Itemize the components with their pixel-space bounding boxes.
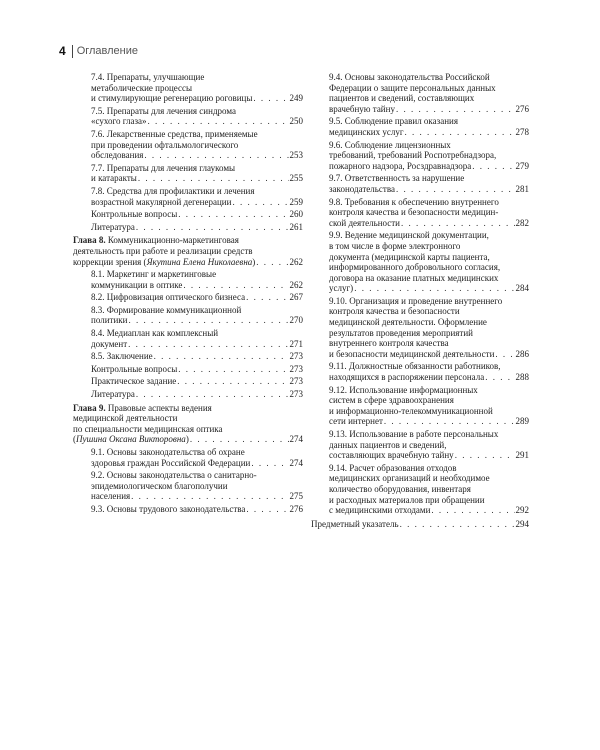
toc-entry-title: ской деятельности	[329, 217, 400, 228]
toc-dot-leader	[455, 450, 515, 461]
toc-dot-leader	[396, 104, 515, 115]
toc-entry-line: медицинской деятельности. Оформление	[329, 317, 487, 328]
toc-dot-leader	[354, 283, 514, 294]
toc-dot-leader	[138, 173, 289, 184]
toc-entry[interactable]	[73, 376, 303, 387]
toc-entry-last-line	[91, 116, 303, 127]
toc-page-number: 271	[289, 338, 303, 349]
chapter-title-line: Глава 8. Коммуникационно-маркетинговая	[73, 235, 239, 246]
toc-entry-last-line	[329, 416, 529, 427]
toc-entry-line: информированного добровольного согласия,	[329, 262, 501, 273]
toc-page-number: 278	[515, 126, 529, 137]
toc-dot-leader	[246, 292, 288, 303]
toc-entry-line: Федерации о защите персональных данных	[329, 82, 496, 93]
toc-entry-last-line	[73, 257, 303, 268]
toc-page-number: 273	[289, 351, 303, 362]
toc-dot-leader	[136, 389, 289, 400]
toc-entry-line: при проведении офтальмологического	[91, 139, 239, 150]
toc-entry-last-line	[91, 458, 303, 469]
toc-entry[interactable]	[311, 140, 529, 172]
toc-entry-line: 9.7. Ответственность за нарушение	[329, 173, 465, 184]
toc-entry-last-line	[329, 161, 529, 172]
toc-entry-title: и катаракты	[91, 173, 137, 184]
toc-entry-title: Предметный указатель	[311, 518, 399, 529]
toc-entry-last-line	[329, 349, 529, 360]
toc-entry-line: 9.1. Основы законодательства об охране	[91, 447, 245, 457]
toc-entry[interactable]	[311, 519, 529, 530]
toc-entry-last-line	[91, 491, 303, 502]
toc-entry-title: медицинских услуг	[329, 126, 404, 137]
toc-entry-line: и расходных материалов при обращении	[329, 494, 485, 505]
toc-page-number: 292	[515, 505, 529, 516]
toc-entry[interactable]	[73, 72, 303, 104]
toc-page-number: 273	[289, 363, 303, 374]
chapter-label: Глава 8.	[73, 235, 106, 246]
toc-entry-title: 9.3. Основы трудового законодательства	[91, 503, 246, 514]
toc-dot-leader	[384, 416, 515, 427]
toc-entry[interactable]	[311, 463, 529, 516]
toc-entry-title: (Пушина Оксана Викторовна)	[73, 434, 189, 445]
toc-entry-line: 9.13. Использование в работе персональных	[329, 429, 499, 439]
toc-right-column	[311, 72, 529, 531]
toc-page-number: 281	[515, 183, 529, 194]
toc-entry[interactable]	[73, 269, 303, 290]
toc-entry-line: 7.7. Препараты для лечения глаукомы	[91, 162, 236, 173]
toc-entry-line: 9.9. Ведение медицинской документации,	[329, 230, 489, 241]
toc-page-number: 275	[289, 491, 303, 502]
toc-entry-title: сети интернет	[329, 416, 383, 427]
toc-entry-last-line	[91, 209, 303, 220]
toc-entry[interactable]	[311, 173, 529, 194]
toc-dot-leader	[136, 222, 289, 233]
toc-entry[interactable]	[73, 186, 303, 207]
toc-page-number: 273	[289, 389, 303, 400]
chapter-title-line: Глава 9. Правовые аспекты ведения	[73, 402, 212, 413]
toc-entry-title: врачебную тайну	[329, 103, 395, 114]
toc-entry-title: и безопасности медицинской деятельности	[329, 348, 495, 359]
toc-entry[interactable]	[311, 429, 529, 461]
toc-entry[interactable]	[311, 385, 529, 427]
toc-entry-title: с медицинскими отходами	[329, 505, 431, 516]
toc-dot-leader	[431, 505, 514, 516]
toc-entry-line: документа (медицинской карты пациента,	[329, 251, 490, 262]
toc-entry-last-line	[91, 339, 303, 350]
toc-entry-title: пожарного надзора, Росздравнадзора	[329, 160, 472, 171]
chapter-author: Якутина Елена Николаевна	[146, 256, 253, 267]
toc-entry[interactable]	[73, 504, 303, 515]
toc-page-number: 255	[289, 173, 303, 184]
toc-entry-title: и стимулирующие регенерацию роговицы	[91, 93, 253, 104]
toc-entry-title: Контрольные вопросы	[91, 209, 178, 220]
toc-entry-last-line	[91, 504, 303, 515]
toc-dot-leader	[177, 376, 288, 387]
toc-dot-leader	[128, 339, 288, 350]
toc-entry[interactable]	[73, 447, 303, 468]
toc-dot-leader	[256, 257, 288, 268]
toc-dot-leader	[485, 372, 514, 383]
toc-dot-leader	[246, 504, 288, 515]
toc-entry-last-line	[329, 505, 529, 516]
toc-entry[interactable]	[73, 106, 303, 127]
toc-entry[interactable]	[73, 305, 303, 326]
toc-left-column	[73, 72, 303, 517]
toc-entry-title: услуг)	[329, 283, 354, 294]
toc-entry-last-line	[329, 127, 529, 138]
toc-dot-leader	[131, 491, 288, 502]
toc-entry-last-line	[91, 173, 303, 184]
toc-entry-last-line	[311, 519, 529, 530]
toc-dot-leader	[251, 458, 288, 469]
toc-entry-title: Практическое задание	[91, 376, 177, 387]
toc-page-number: 291	[515, 450, 529, 461]
toc-dot-leader	[128, 315, 288, 326]
toc-entry-line: 9.12. Использование информационных	[329, 384, 478, 395]
toc-entry-line: 9.14. Расчет образования отходов	[329, 462, 457, 473]
toc-entry-title: населения	[91, 491, 131, 502]
toc-entry-line: данных пациентов и сведений,	[329, 439, 447, 450]
toc-entry-line: 8.3. Формирование коммуникационной	[91, 304, 242, 315]
toc-entry-title: обследования	[91, 150, 144, 161]
toc-page-number: 294	[515, 518, 529, 529]
toc-entry-last-line	[329, 184, 529, 195]
toc-entry-title: документ	[91, 338, 128, 349]
toc-entry-line: в том числе в форме электронного	[329, 240, 461, 251]
toc-entry-line: медицинских организаций и необходимое	[329, 473, 490, 484]
toc-dot-leader	[253, 93, 288, 104]
toc-entry-line: контроля качества и безопасности	[329, 306, 460, 317]
toc-entry-last-line	[91, 93, 303, 104]
toc-entry[interactable]	[311, 230, 529, 294]
toc-entry[interactable]	[73, 389, 303, 400]
toc-entry-line: 9.10. Организация и проведение внутреннего	[329, 295, 503, 306]
toc-entry-last-line	[91, 197, 303, 208]
chapter-title-line: медицинской деятельности	[73, 413, 178, 424]
toc-dot-leader	[183, 280, 288, 291]
toc-entry[interactable]	[73, 328, 303, 349]
toc-entry-line: 9.6. Соблюдение лицензионных	[329, 139, 451, 150]
toc-entry-line: количество оборудования, инвентаря	[329, 483, 471, 494]
toc-entry-line: 7.6. Лекарственные средства, применяемые	[91, 128, 258, 139]
toc-entry-last-line	[91, 222, 303, 233]
toc-page-number: 274	[289, 434, 303, 445]
toc-entry-line: результатов проведения мероприятий	[329, 327, 473, 338]
header-divider	[72, 45, 73, 58]
toc-page-number: 273	[289, 376, 303, 387]
toc-entry-title: «сухого глаза»	[91, 116, 147, 127]
toc-entry[interactable]	[73, 292, 303, 303]
toc-entry[interactable]	[73, 222, 303, 233]
toc-entry-last-line	[91, 364, 303, 375]
toc-entry-last-line	[329, 218, 529, 229]
toc-entry[interactable]	[311, 197, 529, 229]
chapter-9-heading[interactable]	[73, 403, 303, 445]
toc-entry-title: 8.2. Цифровизация оптического бизнеса	[91, 292, 246, 303]
toc-entry-line: требований, требований Роспотребнадзора,	[329, 150, 497, 161]
toc-entry-line: 7.8. Средства для профилактики и лечения	[91, 185, 255, 196]
toc-entry-line: 9.5. Соблюдение правил оказания	[329, 116, 458, 127]
toc-entry-title: 8.5. Заключение	[91, 351, 153, 362]
toc-entry-title: здоровья граждан Российской Федерации	[91, 457, 251, 468]
toc-entry[interactable]	[73, 364, 303, 375]
toc-entry-title: возрастной макулярной дегенерации	[91, 196, 232, 207]
chapter-author: Пушина Оксана Викторовна	[76, 434, 186, 445]
toc-entry[interactable]	[311, 296, 529, 360]
toc-entry-title: Литература	[91, 221, 135, 232]
toc-entry[interactable]	[73, 129, 303, 161]
toc-entry-last-line	[73, 434, 303, 445]
toc-page-number: 276	[289, 503, 303, 514]
toc-dot-leader	[178, 209, 288, 220]
toc-page-number: 262	[289, 279, 303, 290]
toc-entry-line: 8.1. Маркетинг и маркетинговые	[91, 269, 217, 280]
toc-page-number: 286	[515, 348, 529, 359]
toc-entry[interactable]	[73, 470, 303, 502]
toc-dot-leader	[401, 218, 515, 229]
toc-entry[interactable]	[311, 361, 529, 382]
toc-entry-title: находящихся в распоряжении персонала	[329, 372, 485, 383]
toc-entry-line: 9.8. Требования к обеспечению внутреннего	[329, 196, 499, 207]
toc-entry-last-line	[329, 283, 529, 294]
toc-entry-line: эпидемиологическом благополучии	[91, 480, 228, 491]
page-number: 4	[59, 44, 66, 58]
toc-dot-leader	[154, 351, 289, 362]
toc-entry[interactable]	[311, 116, 529, 137]
toc-entry[interactable]	[73, 351, 303, 362]
toc-page-number: 253	[289, 150, 303, 161]
toc-entry-line: метаболические процессы	[91, 82, 193, 93]
toc-entry-line: договора на оказание платных медицинских	[329, 272, 499, 283]
toc-page-number: 270	[289, 315, 303, 326]
toc-entry-last-line	[329, 104, 529, 115]
toc-entry-title: Литература	[91, 389, 135, 400]
toc-entry[interactable]	[73, 209, 303, 220]
toc-entry-title: коммуникации в оптике	[91, 279, 183, 290]
toc-page-number: 249	[289, 93, 303, 104]
toc-entry-line: 7.4. Препараты, улучшающие	[91, 72, 205, 82]
toc-dot-leader	[190, 434, 289, 445]
toc-entry-last-line	[91, 150, 303, 161]
toc-dot-leader	[178, 364, 288, 375]
toc-dot-leader	[232, 197, 288, 208]
toc-entry-line: 9.11. Должностные обязанности работников,	[329, 361, 501, 372]
toc-dot-leader	[495, 349, 514, 360]
toc-entry-line: пациентов и сведений, составляющих	[329, 93, 475, 104]
toc-entry-line: и информационно-телекоммуникационной	[329, 405, 493, 416]
toc-entry-line: 9.4. Основы законодательства Российской	[329, 72, 490, 82]
toc-dot-leader	[144, 150, 288, 161]
toc-entry-last-line	[91, 376, 303, 387]
section-title: Оглавление	[76, 45, 139, 57]
toc-page-number: 276	[515, 103, 529, 114]
toc-page-number: 259	[289, 196, 303, 207]
toc-page-number: 262	[289, 256, 303, 267]
toc-entry[interactable]	[311, 72, 529, 114]
page-header	[59, 43, 138, 59]
toc-entry-title: составляющих врачебную тайну	[329, 450, 454, 461]
toc-entry-title: законодательства	[329, 183, 395, 194]
toc-entry-last-line	[91, 351, 303, 362]
toc-entry-title: Контрольные вопросы	[91, 363, 178, 374]
toc-page-number: 289	[515, 416, 529, 427]
toc-entry-last-line	[329, 372, 529, 383]
toc-page-number: 282	[515, 217, 529, 228]
toc-page-number: 279	[515, 160, 529, 171]
toc-dot-leader	[405, 127, 515, 138]
toc-dot-leader	[472, 161, 514, 172]
toc-entry-last-line	[91, 315, 303, 326]
toc-entry-last-line	[91, 292, 303, 303]
chapter-title-line: по специальности медицинская оптика	[73, 423, 223, 434]
toc-entry-last-line	[329, 450, 529, 461]
chapter-label: Глава 9.	[73, 402, 106, 413]
toc-entry-line: внутреннего контроля качества	[329, 338, 449, 349]
toc-page-number: 267	[289, 292, 303, 303]
toc-entry-line: 9.2. Основы законодательства о санитарно-	[91, 470, 257, 481]
toc-dot-leader	[148, 116, 289, 127]
chapter-8-heading[interactable]	[73, 235, 303, 267]
toc-page-number: 288	[515, 372, 529, 383]
toc-entry-title: коррекции зрения (Якутина Елена Николаевна)	[73, 256, 256, 267]
toc-entry-line: контроля качества и безопасности медицин-	[329, 207, 499, 218]
toc-entry-last-line	[91, 280, 303, 291]
chapter-title-line: деятельность при работе и реализации средств	[73, 245, 253, 256]
toc-page-number: 261	[289, 221, 303, 232]
toc-dot-leader	[396, 184, 515, 195]
toc-dot-leader	[400, 519, 515, 530]
toc-entry-last-line	[91, 389, 303, 400]
toc-page-number: 260	[289, 209, 303, 220]
toc-page-number: 284	[515, 283, 529, 294]
toc-entry-line: систем в сфере здравоохранения	[329, 395, 454, 406]
toc-page-number: 250	[289, 116, 303, 127]
toc-entry-line: 7.5. Препараты для лечения синдрома	[91, 105, 236, 116]
toc-page-number: 274	[289, 457, 303, 468]
toc-entry-line: 8.4. Медиаплан как комплексный	[91, 328, 219, 339]
toc-entry-title: политики	[91, 315, 128, 326]
toc-entry[interactable]	[73, 163, 303, 184]
